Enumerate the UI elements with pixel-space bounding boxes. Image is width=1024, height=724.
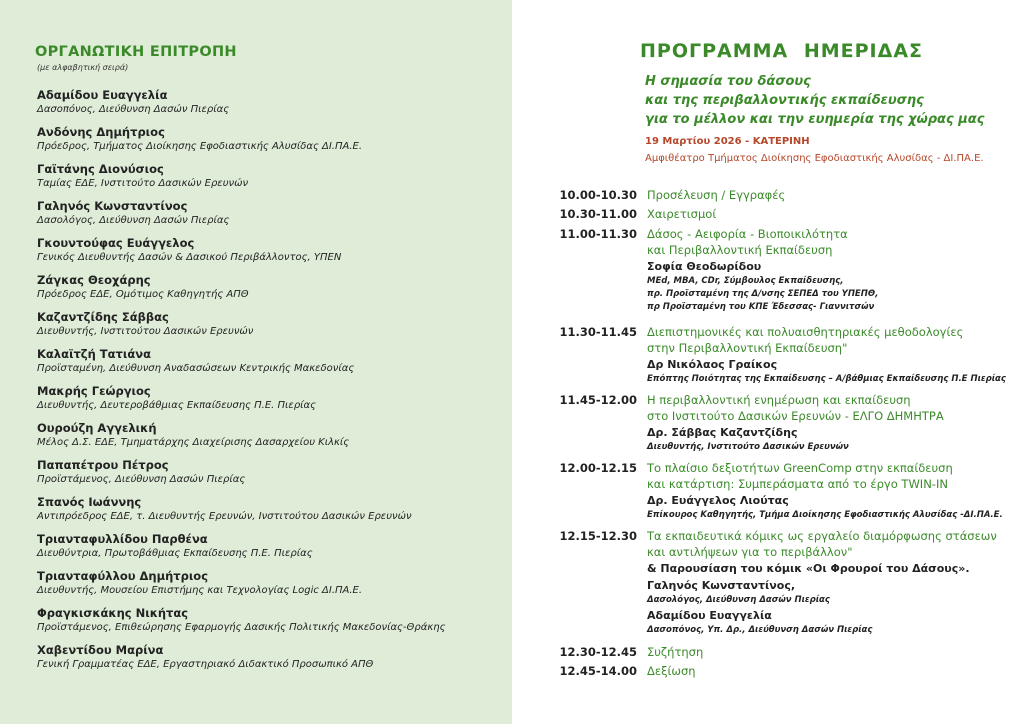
member-name: Ζάγκας Θεοχάρης	[37, 273, 151, 287]
slot-title: Τα εκπαιδευτικά κόμικς ως εργαλείο διαμόρφωσης στάσεων	[647, 529, 997, 543]
slot-extra: & Παρουσίαση του κόμικ «Οι Φρουροί του Δάσους».	[647, 562, 970, 575]
member-role: Δασοπόνος, Διεύθυνση Δασών Πιερίας	[37, 104, 230, 115]
slot-content	[647, 226, 1019, 314]
slot-time: 10.30-11.00	[559, 207, 637, 221]
member	[37, 458, 507, 487]
slot-time: 12.30-12.45	[559, 645, 637, 659]
slot-title: στο Ινστιτούτο Δασικών Ερευνών - ΕΛΓΟ ΔΗΜΗΤΡΑ	[647, 409, 944, 423]
member-role: Γενική Γραμματέας ΕΔΕ, Εργαστηριακό Διδακτικό Προσωπικό ΑΠΘ	[37, 659, 374, 670]
member-role: Διευθυντής, Μουσείου Επιστήμης και Τεχνολογίας Logic ΔΙ.ΠΑ.Ε.	[37, 585, 363, 596]
speaker-role: πρ Προϊσταμένη του ΚΠΕ Έδεσσας- Γιαννιτσών	[647, 302, 875, 312]
slot-title: Προσέλευση / Εγγραφές	[647, 188, 786, 202]
slot-time: 10.00-10.30	[559, 188, 637, 202]
member-role: Πρόεδρος ΕΔΕ, Ομότιμος Καθηγητής ΑΠΘ	[37, 289, 249, 300]
slot-time: 12.45-14.00	[559, 664, 637, 678]
member-role: Διευθυντής, Δευτεροβάθμιας Εκπαίδευσης Π.Ε. Πιερίας	[37, 400, 317, 411]
member-name: Γαληνός Κωνσταντίνος	[37, 199, 188, 213]
member	[37, 88, 507, 117]
subtitle-line: και της περιβαλλοντικής εκπαίδευσης	[645, 93, 924, 108]
slot-content	[647, 528, 1019, 637]
event-date: 19 Μαρτίου 2026 - ΚΑΤΕΡΙΝΗ	[645, 136, 810, 147]
program-title: ΠΡΟΓΡΑΜΜΑ ΗΜΕΡΙΔΑΣ	[640, 40, 924, 62]
member	[37, 384, 507, 413]
slot-content	[647, 187, 1019, 203]
member-role: Αντιπρόεδρος ΕΔΕ, τ. Διευθυντής Ερευνών, Ινστιτούτου Δασικών Ερευνών	[37, 511, 412, 522]
member-role: Γενικός Διευθυντής Δασών & Δασικού Περιβάλλοντος, ΥΠΕΝ	[37, 252, 342, 263]
speaker-name: Δρ. Ευάγγελος Λιούτας	[647, 494, 789, 507]
member-name: Μακρής Γεώργιος	[37, 384, 151, 398]
speaker-role: Διευθυντής, Ινστιτούτο Δασικών Ερευνών	[647, 442, 849, 452]
subtitle-line: για το μέλλον και την ευημερία της χώρας μας	[645, 112, 985, 127]
member-name: Καλαϊτζή Τατιάνα	[37, 347, 151, 361]
slot-content	[647, 460, 1019, 522]
speaker-name: Δρ Νικόλαος Γραίκος	[647, 358, 778, 371]
slot-content	[647, 324, 1019, 386]
speaker-role: MEd, MBA, CDr, Σύμβουλος Εκπαίδευσης,	[647, 276, 844, 286]
member	[37, 606, 507, 635]
program-subtitle	[645, 72, 984, 129]
speaker-role: πρ. Προϊσταμένη της Δ/νσης ΣΕΠΕΔ του ΥΠΕΠΘ,	[647, 289, 879, 299]
member-name: Τριανταφύλλου Δημήτριος	[37, 569, 209, 583]
slot-title: Συζήτηση	[647, 645, 704, 659]
member	[37, 532, 507, 561]
member-name: Χαβεντίδου Μαρίνα	[37, 643, 164, 657]
member-name: Γκουντούφας Ευάγγελος	[37, 236, 195, 250]
slot-content	[647, 206, 1019, 222]
slot-title: Διεπιστημονικές και πολυαισθητηριακές μεθοδολογίες	[647, 325, 964, 339]
member-role: Ταμίας ΕΔΕ, Ινστιτούτο Δασικών Ερευνών	[37, 178, 249, 189]
member	[37, 236, 507, 265]
slot-title: Η περιβαλλοντική ενημέρωση και εκπαίδευση	[647, 393, 911, 407]
slot-content	[647, 663, 1019, 679]
member-role: Δασολόγος, Διεύθυνση Δασών Πιερίας	[37, 215, 230, 226]
slot-title: και Περιβαλλοντική Εκπαίδευση	[647, 243, 833, 257]
member	[37, 569, 507, 598]
member-role: Πρόεδρος, Τμήματος Διοίκησης Εφοδιαστικής Αλυσίδας ΔΙ.ΠΑ.Ε.	[37, 141, 363, 152]
slot-title: Δεξίωση	[647, 664, 696, 678]
slot-time: 12.15-12.30	[559, 529, 637, 543]
member-name: Φραγκισκάκης Νικήτας	[37, 606, 189, 620]
speaker-role: Δασολόγος, Διεύθυνση Δασών Πιερίας	[647, 595, 830, 605]
member-name: Σπανός Ιωάννης	[37, 495, 142, 509]
slot-time: 12.00-12.15	[559, 461, 637, 475]
speaker-role: Επίκουρος Καθηγητής, Τμήμα Διοίκησης Εφοδιαστικής Αλυσίδας -ΔΙ.ΠΑ.Ε.	[647, 510, 1003, 520]
member-role: Διευθυντής, Ινστιτούτου Δασικών Ερευνών	[37, 326, 254, 337]
member-name: Γαϊτάνης Διονύσιος	[37, 162, 164, 176]
committee-title: ΟΡΓΑΝΩΤΙΚΗ ΕΠΙΤΡΟΠΗ	[35, 44, 237, 60]
slot-title: Χαιρετισμοί	[647, 207, 717, 221]
slot-content	[647, 392, 1019, 454]
speaker-role: Δασοπόνος, Υπ. Δρ., Διεύθυνση Δασών Πιερίας	[647, 625, 873, 635]
slot-content	[647, 644, 1019, 660]
slot-title: και αντιλήψεων για το περιβάλλον"	[647, 545, 853, 559]
slot-time: 11.30-11.45	[559, 325, 637, 339]
member-role: Προϊστάμενος, Διεύθυνση Δασών Πιερίας	[37, 474, 246, 485]
member-name: Καζαντζίδης Σάββας	[37, 310, 169, 324]
event-venue: Αμφιθέατρο Τμήματος Διοίκησης Εφοδιαστικής Αλυσίδας - ΔΙ.ΠΑ.Ε.	[645, 153, 984, 164]
member	[37, 421, 507, 450]
subtitle-line: Η σημασία του δάσους	[645, 74, 811, 89]
slot-title: Το πλαίσιο δεξιοτήτων GreenComp στην εκπαίδευση	[647, 461, 953, 475]
speaker-name: Αδαμίδου Ευαγγελία	[647, 609, 772, 622]
member	[37, 643, 507, 672]
member-name: Τριανταφυλλίδου Παρθένα	[37, 532, 208, 546]
slot-title: και κατάρτιση: Συμπεράσματα από το έργο TWIN-IN	[647, 477, 948, 491]
speaker-role: Επόπτης Ποιότητας της Εκπαίδευσης – Α/βάθμιας Εκπαίδευσης Π.Ε Πιερίας	[647, 374, 1006, 384]
member-name: Παπαπέτρου Πέτρος	[37, 458, 169, 472]
member	[37, 162, 507, 191]
member	[37, 347, 507, 376]
slot-time: 11.45-12.00	[559, 393, 637, 407]
member	[37, 273, 507, 302]
slot-time: 11.00-11.30	[559, 227, 637, 241]
committee-subtitle: (με αλφαβητική σειρά)	[37, 63, 129, 72]
member-role: Μέλος Δ.Σ. ΕΔΕ, Τμηματάρχης Διαχείρισης Δασαρχείου Κιλκίς	[37, 437, 350, 448]
speaker-name: Δρ. Σάββας Καζαντζίδης	[647, 426, 798, 439]
member	[37, 125, 507, 154]
speaker-name: Γαληνός Κωνσταντίνος,	[647, 579, 796, 592]
member-role: Προϊσταμένη, Διεύθυνση Αναδασώσεων Κεντρικής Μακεδονίας	[37, 363, 355, 374]
member-role: Προϊστάμενος, Επιθεώρησης Εφαρμογής Δασικής Πολιτικής Μακεδονίας-Θράκης	[37, 622, 446, 633]
speaker-name: Σοφία Θεοδωρίδου	[647, 260, 762, 273]
slot-title: στην Περιβαλλοντική Εκπαίδευση"	[647, 341, 848, 355]
slot-title: Δάσος - Αειφορία - Βιοποικιλότητα	[647, 227, 848, 241]
member	[37, 310, 507, 339]
member	[37, 495, 507, 524]
member-name: Ουρούζη Αγγελική	[37, 421, 157, 435]
member	[37, 199, 507, 228]
member-name: Αδαμίδου Ευαγγελία	[37, 88, 168, 102]
member-name: Ανδόνης Δημήτριος	[37, 125, 165, 139]
member-role: Διευθύντρια, Πρωτοβάθμιας Εκπαίδευσης Π.Ε. Πιερίας	[37, 548, 313, 559]
